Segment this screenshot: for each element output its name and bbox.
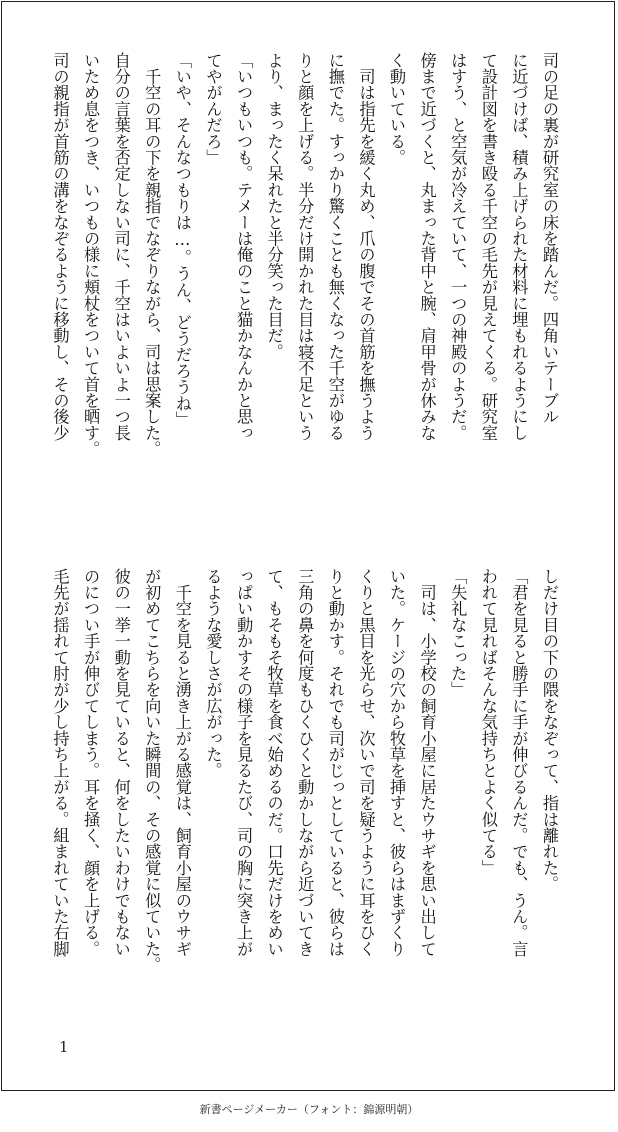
text-block-bottom [44, 568, 564, 1028]
text-line: 「君を見ると勝手に手が伸びるんだ。でも、うん。言 [509, 568, 529, 957]
text-line: 司の親指が首筋の溝をなぞるように移動し、その後少 [50, 52, 70, 441]
text-line: 毛先が揺れて肘が少し持ち上がる。組まれていた右脚 [50, 568, 70, 957]
text-line: 「いつもいつも。テメーは俺のこと猫かなんかと思っ [234, 52, 254, 441]
page-number: 1 [59, 1038, 69, 1056]
text-line: しだけ目の下の隈をなぞって、指は離れた。 [540, 568, 559, 892]
text-line: 司は、小学校の飼育小屋に居たウサギを思い出して [417, 568, 437, 957]
text-line: く動いている。 [387, 52, 407, 166]
text-line: いため息をつき、いつもの様に頬杖をついて首を晒す。 [81, 52, 101, 457]
text-line: われて見ればそんな気持ちとよく似てる」 [478, 568, 498, 876]
text-line: てやがんだろ」 [203, 52, 223, 166]
text-line: て設計図を書き殴る千空の毛先が見えてくる。研究室 [478, 52, 498, 441]
text-line: に近づけば、積み上げられた材料に埋もれるようにし [509, 52, 529, 441]
text-block-top [44, 52, 564, 532]
text-line: いた。ケージの穴から牧草を挿すと、彼らはまずくり [387, 568, 407, 957]
text-line: 千空を見ると湧き上がる感覚は、飼育小屋のウサギ [172, 568, 192, 957]
page-frame [1, 1, 615, 1091]
text-line: より、まったく呆れたと半分笑った目だ。 [264, 52, 284, 360]
text-line: て、もそもそ牧草を食べ始めるのだ。口先だけをめい [264, 568, 284, 957]
text-line: りと顔を上げる。半分だけ開かれた目は寝不足という [295, 52, 315, 441]
text-line: はすう、と空気が冷えていて、一つの神殿のようだ。 [448, 52, 468, 441]
text-line: 司は指先を緩く丸め、爪の腹でその首筋を撫うよう [356, 52, 376, 441]
text-line: 「失礼なこった」 [448, 568, 468, 698]
text-line: 「いや、そんなつもりは…。うん、どうだろうね」 [172, 52, 192, 428]
text-line: 彼の一挙一動を見ていると、何をしたいわけでもない [111, 568, 131, 957]
text-line: 自分の言葉を否定しない司に、千空はいよいよ一つ長 [111, 52, 131, 441]
text-line: が初めてこちらを向いた瞬間の、その感覚に似ていた。 [142, 568, 162, 973]
text-line: 三角の鼻を何度もひくひくと動かしながら近づいてき [295, 568, 315, 957]
text-line: りと動かす。それでも司がじっとしていると、彼らは [325, 568, 345, 957]
text-line: るような愛しさが広がった。 [203, 568, 223, 779]
text-line: 千空の耳の下を親指でなぞりながら、司は思案した。 [142, 52, 162, 457]
text-line: に撫でた。すっかり驚くことも無くなった千空がゆる [325, 52, 345, 441]
text-line: のについ手が伸びてしまう。耳を掻く、顔を上げる。 [81, 568, 101, 957]
text-line: っぱい動かすその様子を見るたび、司の胸に突き上が [234, 568, 254, 957]
text-line: 司の足の裏が研究室の床を踏んだ。四角いテーブル [540, 52, 559, 425]
text-line: くりと黒目を光らせ、次いで司を疑うように耳をひく [356, 568, 376, 957]
text-line: 傍まで近づくと、丸まった背中と腕、肩甲骨が休みな [417, 52, 437, 441]
footer-note: 新書ページメーカー（フォント：錦源明朝） [199, 1103, 419, 1116]
